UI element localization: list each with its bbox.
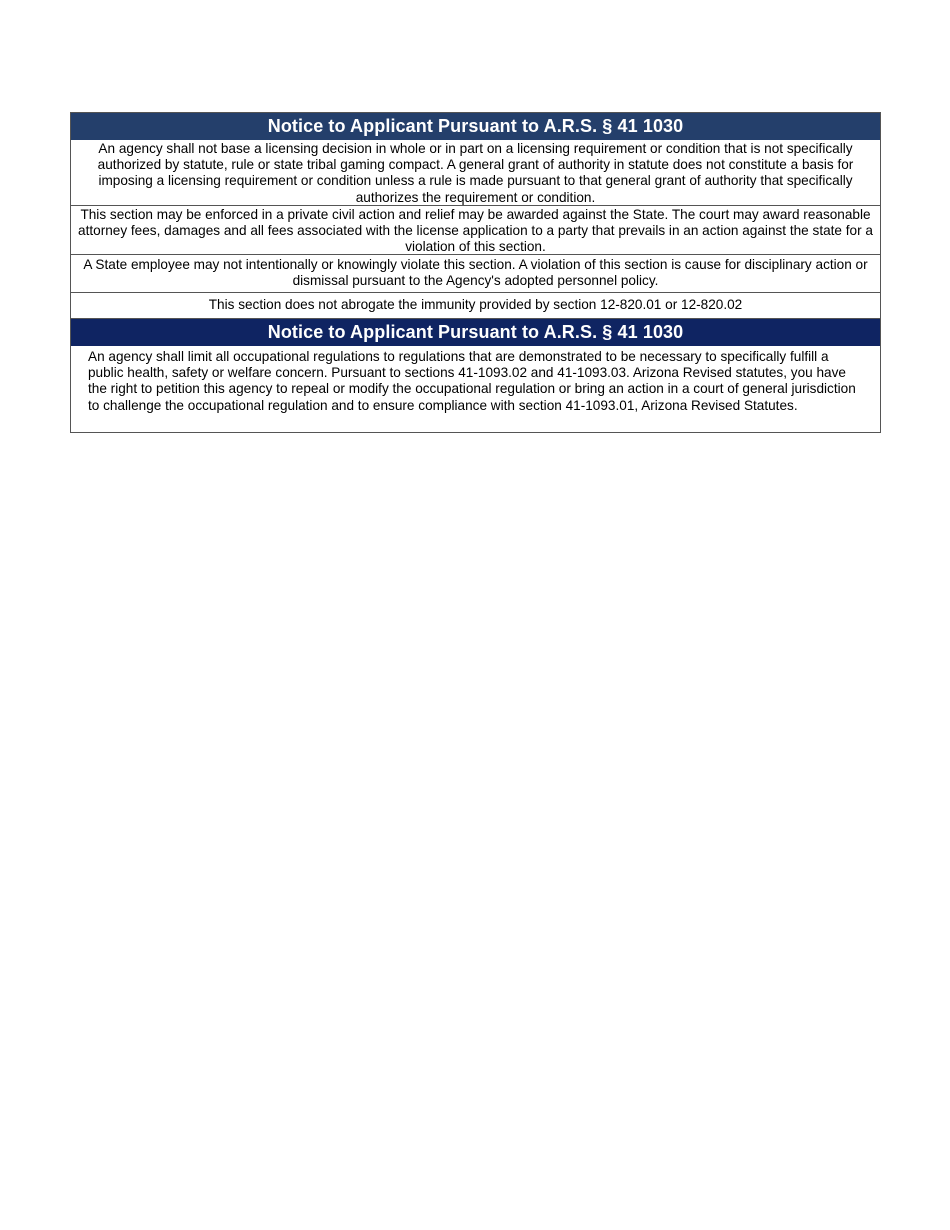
notice-paragraph-state-employee: A State employee may not intentionally or knowingly violate this section. A violation of this section is cause for disciplinary action or dismissal pursuant to the Agency's adopted personnel policy. [71,254,880,292]
notice-table [70,112,881,433]
notice-paragraph-occupational-regulations: An agency shall limit all occupational regulations to regulations that are demonstrated to be necessary to specifically fulfill a public health, safety or welfare concern. Pursuant to sections 41-1093.02 and 41-1093.03. Arizona Revised statutes, you have the right to petition this agency to repeal or modify the occupational regulation or bring an action in a court of general jurisdiction to challenge the occupational regulation and to ensure compliance with section 41-1093.01, Arizona Revised Statutes. [88,349,856,413]
notice-header-second: Notice to Applicant Pursuant to A.R.S. § 41 1030 [71,318,880,346]
notice-paragraph-licensing-decision: An agency shall not base a licensing decision in whole or in part on a licensing requirement or condition that is not specifically authorized by statute, rule or state tribal gaming compact. A general grant of authority in statute does not constitute a basis for imposing a licensing requirement or condition unless a rule is made pursuant to that general grant of authority that specifically authorizes the requirement or condition. [97,141,854,205]
notice-paragraph-immunity: This section does not abrogate the immunity provided by section 12-820.01 or 12-820.02 [71,292,880,318]
notice-header-first: Notice to Applicant Pursuant to A.R.S. § 41 1030 [71,113,880,140]
notice-paragraph-civil-action: This section may be enforced in a private civil action and relief may be awarded against the State. The court may award reasonable attorney fees, damages and all fees associated with the license application to a party that prevails in an action against the state for a violation of this section. [71,205,880,254]
